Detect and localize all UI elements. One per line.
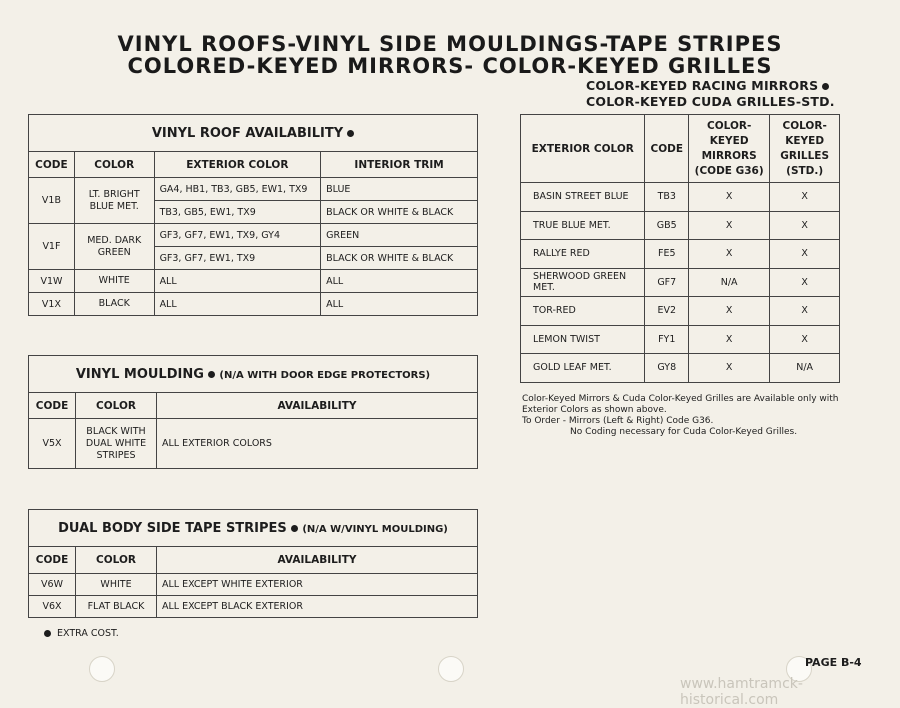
- mirror-exterior-color: LEMON TWIST: [521, 325, 645, 354]
- grille-availability: X: [770, 183, 840, 212]
- mirror-exterior-color: TRUE BLUE MET.: [521, 211, 645, 240]
- table-row: [521, 183, 840, 212]
- mirror-availability: X: [689, 240, 770, 269]
- grille-availability: X: [770, 211, 840, 240]
- stripe-availability: ALL EXCEPT BLACK EXTERIOR: [157, 596, 478, 618]
- vinyl-roof-title: VINYL ROOF AVAILABILITY: [29, 115, 478, 152]
- roof-exterior-colors: GF3, GF7, EW1, TX9, GY4: [154, 224, 321, 247]
- roof-header-code: CODE: [29, 152, 75, 178]
- roof-exterior-colors: GA4, HB1, TB3, GB5, EW1, TX9: [154, 178, 321, 201]
- punch-hole-left: [89, 656, 115, 682]
- mirror-code: GF7: [645, 268, 689, 297]
- mirrors-subtitle-1: COLOR-KEYED RACING MIRRORS: [586, 78, 829, 93]
- moulding-header-color: COLOR: [76, 393, 157, 419]
- mirrors-header-code: CODE: [645, 115, 689, 183]
- roof-code: V1W: [29, 270, 75, 293]
- tape-stripes-table: [28, 509, 478, 618]
- extra-cost-dot-icon: [347, 130, 354, 137]
- roof-interior-trim: ALL: [321, 270, 478, 293]
- roof-header-exterior: EXTERIOR COLOR: [154, 152, 321, 178]
- page-title-line2: COLORED-KEYED MIRRORS- COLOR-KEYED GRILLES: [127, 54, 773, 78]
- table-row: [29, 574, 478, 596]
- table-row: [521, 268, 840, 297]
- roof-interior-trim: BLUE: [321, 178, 478, 201]
- grille-availability: X: [770, 297, 840, 326]
- stripe-code: V6W: [29, 574, 76, 596]
- moulding-header-availability: AVAILABILITY: [157, 393, 478, 419]
- mirrors-note-4: No Coding necessary for Cuda Color-Keyed Grilles.: [570, 427, 798, 437]
- mirror-availability: X: [689, 325, 770, 354]
- table-row: [29, 293, 478, 316]
- extra-cost-dot-icon: [44, 630, 51, 637]
- vinyl-roof-table: [28, 114, 478, 316]
- extra-cost-legend: EXTRA COST.: [44, 628, 119, 640]
- roof-code: V1X: [29, 293, 75, 316]
- table-row: [29, 419, 478, 469]
- stripe-color: WHITE: [76, 574, 157, 596]
- table-row: [521, 354, 840, 383]
- tape-stripes-title: DUAL BODY SIDE TAPE STRIPES (N/A W/VINYL MOULDING): [29, 510, 478, 547]
- mirror-availability: X: [689, 183, 770, 212]
- table-row: [29, 596, 478, 618]
- mirror-exterior-color: RALLYE RED: [521, 240, 645, 269]
- stripes-header-availability: AVAILABILITY: [157, 547, 478, 574]
- extra-cost-dot-icon: [822, 83, 829, 90]
- roof-color: BLACK: [74, 293, 154, 316]
- moulding-header-code: CODE: [29, 393, 76, 419]
- mirrors-table: [520, 114, 840, 383]
- mirror-availability: X: [689, 297, 770, 326]
- roof-color: LT. BRIGHT BLUE MET.: [74, 178, 154, 224]
- table-row: [29, 178, 478, 201]
- mirror-code: GB5: [645, 211, 689, 240]
- mirror-exterior-color: TOR-RED: [521, 297, 645, 326]
- punch-hole-center: [438, 656, 464, 682]
- mirrors-subtitle-2: COLOR-KEYED CUDA GRILLES-STD.: [586, 94, 835, 109]
- mirrors-note-3: To Order - Mirrors (Left & Right) Code G36.: [522, 416, 714, 426]
- roof-color: WHITE: [74, 270, 154, 293]
- stripe-availability: ALL EXCEPT WHITE EXTERIOR: [157, 574, 478, 596]
- stripe-code: V6X: [29, 596, 76, 618]
- roof-color: MED. DARK GREEN: [74, 224, 154, 270]
- grille-availability: X: [770, 240, 840, 269]
- roof-code: V1F: [29, 224, 75, 270]
- page-number: PAGE B-4: [805, 656, 862, 669]
- mirror-exterior-color: GOLD LEAF MET.: [521, 354, 645, 383]
- stripes-header-code: CODE: [29, 547, 76, 574]
- roof-interior-trim: GREEN: [321, 224, 478, 247]
- extra-cost-dot-icon: [291, 525, 298, 532]
- stripes-header-color: COLOR: [76, 547, 157, 574]
- mirror-exterior-color: BASIN STREET BLUE: [521, 183, 645, 212]
- grille-availability: X: [770, 268, 840, 297]
- roof-exterior-colors: ALL: [154, 293, 321, 316]
- mirrors-header-exterior: EXTERIOR COLOR: [521, 115, 645, 183]
- mirror-availability: N/A: [689, 268, 770, 297]
- extra-cost-dot-icon: [208, 371, 215, 378]
- mirror-code: FE5: [645, 240, 689, 269]
- mirrors-note-1: Color-Keyed Mirrors & Cuda Color-Keyed Grilles are Available only with: [522, 394, 839, 404]
- roof-code: V1B: [29, 178, 75, 224]
- table-row: [521, 297, 840, 326]
- mirrors-header-mirrors: COLOR- KEYED MIRRORS (CODE G36): [689, 115, 770, 183]
- roof-interior-trim: BLACK OR WHITE & BLACK: [321, 247, 478, 270]
- mirror-availability: X: [689, 211, 770, 240]
- roof-exterior-colors: ALL: [154, 270, 321, 293]
- mirror-code: EV2: [645, 297, 689, 326]
- table-row: [29, 224, 478, 247]
- roof-header-interior: INTERIOR TRIM: [321, 152, 478, 178]
- roof-exterior-colors: TB3, GB5, EW1, TX9: [154, 201, 321, 224]
- grille-availability: N/A: [770, 354, 840, 383]
- watermark: www.hamtramck-historical.com: [680, 676, 803, 708]
- moulding-availability: ALL EXTERIOR COLORS: [157, 419, 478, 469]
- grille-availability: X: [770, 325, 840, 354]
- mirrors-note-2: Exterior Colors as shown above.: [522, 405, 667, 415]
- mirror-code: GY8: [645, 354, 689, 383]
- vinyl-moulding-title: VINYL MOULDING (N/A WITH DOOR EDGE PROTECTORS): [29, 356, 478, 393]
- table-row: [521, 240, 840, 269]
- mirror-code: FY1: [645, 325, 689, 354]
- moulding-color: BLACK WITH DUAL WHITE STRIPES: [76, 419, 157, 469]
- roof-header-color: COLOR: [74, 152, 154, 178]
- mirror-availability: X: [689, 354, 770, 383]
- table-row: [29, 270, 478, 293]
- table-row: [521, 325, 840, 354]
- stripe-color: FLAT BLACK: [76, 596, 157, 618]
- table-row: [521, 211, 840, 240]
- vinyl-moulding-table: [28, 355, 478, 469]
- mirror-exterior-color: SHERWOOD GREEN MET.: [521, 268, 645, 297]
- roof-interior-trim: ALL: [321, 293, 478, 316]
- roof-interior-trim: BLACK OR WHITE & BLACK: [321, 201, 478, 224]
- mirror-code: TB3: [645, 183, 689, 212]
- moulding-code: V5X: [29, 419, 76, 469]
- roof-exterior-colors: GF3, GF7, EW1, TX9: [154, 247, 321, 270]
- page-title-line1: VINYL ROOFS-VINYL SIDE MOULDINGS-TAPE STRIPES: [117, 32, 783, 56]
- mirrors-header-grilles: COLOR- KEYED GRILLES (STD.): [770, 115, 840, 183]
